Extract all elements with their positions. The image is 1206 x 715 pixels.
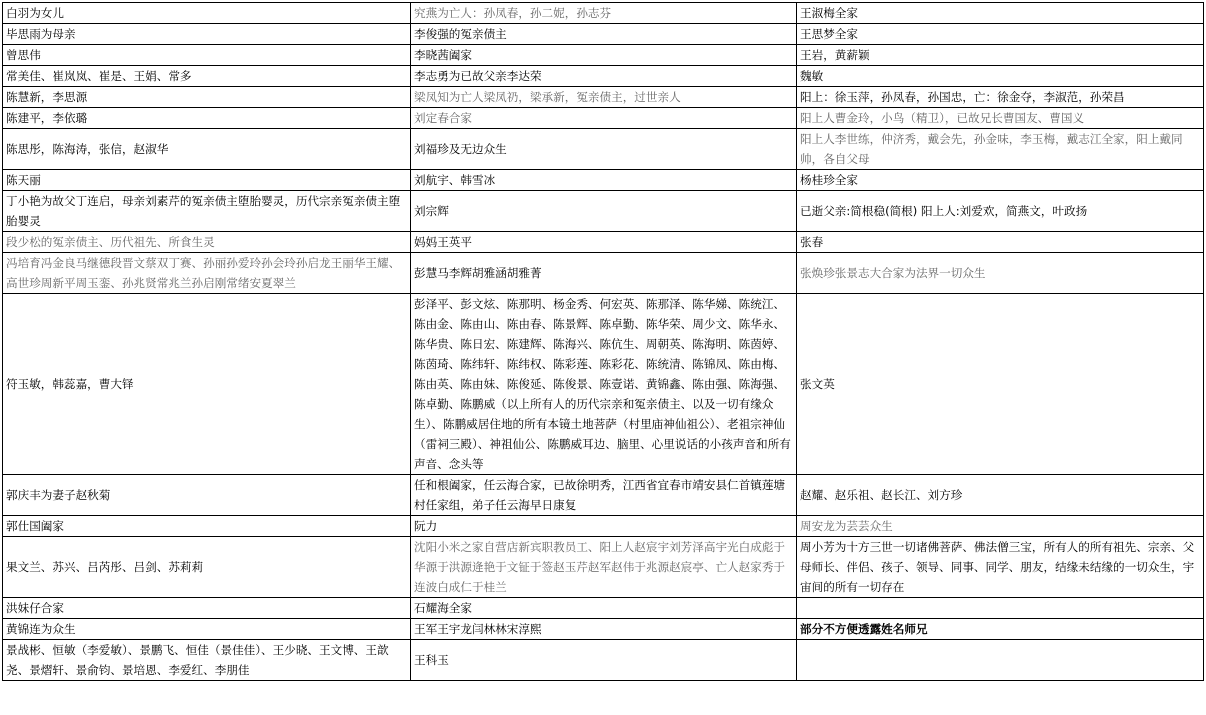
cell: 张春 — [797, 232, 1204, 253]
cell: 魏敏 — [797, 66, 1204, 87]
table-row — [3, 87, 1204, 108]
cell: 究燕为亡人：孙凤春，孙二妮，孙志芬 — [411, 3, 797, 24]
table-row — [3, 598, 1204, 619]
cell: 刘定春合家 — [411, 108, 797, 129]
cell: 部分不方便透露姓名师兄 — [797, 619, 1204, 640]
table-row — [3, 640, 1204, 681]
cell: 刘宗辉 — [411, 191, 797, 232]
cell: 郭仕国阖家 — [3, 516, 411, 537]
cell: 周安龙为芸芸众生 — [797, 516, 1204, 537]
cell — [797, 640, 1204, 681]
table-row — [3, 3, 1204, 24]
cell: 毕思雨为母亲 — [3, 24, 411, 45]
table-row — [3, 170, 1204, 191]
cell: 刘福珍及无边众生 — [411, 129, 797, 170]
table-row — [3, 24, 1204, 45]
cell: 赵耀、赵乐祖、赵长江、刘方珍 — [797, 475, 1204, 516]
cell: 张焕珍张景志大合家为法界一切众生 — [797, 253, 1204, 294]
cell: 陈天丽 — [3, 170, 411, 191]
cell: 王思梦全家 — [797, 24, 1204, 45]
table-row — [3, 66, 1204, 87]
cell — [797, 598, 1204, 619]
cell: 黄锦连为众生 — [3, 619, 411, 640]
cell: 杨桂珍全家 — [797, 170, 1204, 191]
table-row — [3, 191, 1204, 232]
cell: 王淑梅全家 — [797, 3, 1204, 24]
cell: 彭泽平、彭文炫、陈那明、杨金秀、何宏英、陈那泽、陈华娣、陈统江、陈由金、陈由山、陈由春、陈景辉、陈卓勤、陈华荣、周少文、陈华永、陈华贵、陈日宏、陈建辉、陈海兴、陈伉生、周朝英、陈海明、陈茵婷、陈茵琦、陈纬轩、陈纬权、陈彩莲、陈彩花、陈统清、陈锦凤、陈由梅、陈由英、陈由妹、陈俊延、陈俊景、陈壹诺、黄锦鑫、陈由强、陈海强、陈卓勤、陈鹏威（以上所有人的历代宗亲和冤亲债主、以及一切有缘众生）、陈鹏威居住地的所有本镜土地菩萨（村里庙神仙祖公）、老祖宗神仙（雷祠三殿）、神祖仙公、陈鹏威耳边、脑里、心里说话的小孩声音和所有声音、念头等 — [411, 294, 797, 475]
cell: 曾思伟 — [3, 45, 411, 66]
cell: 陈思彤，陈海涛，张信，赵淑华 — [3, 129, 411, 170]
cell: 阳上人李世练，仲济秀，戴会先，孙金味，李玉梅，戴志江全家，阳上戴同帅，各自父母 — [797, 129, 1204, 170]
cell: 陈慧新，李思源 — [3, 87, 411, 108]
cell: 李晓茜阖家 — [411, 45, 797, 66]
cell: 张文英 — [797, 294, 1204, 475]
cell: 周小芳为十方三世一切诸佛菩萨、佛法僧三宝，所有人的所有祖先、宗亲、父母师长、伴侣、孩子、领导、同事、同学、朋友，结缘未结缘的一切众生，宇宙间的所有一切存在 — [797, 537, 1204, 598]
cell: 李俊强的冤亲债主 — [411, 24, 797, 45]
cell: 符玉敏，韩蕊嘉，曹大铎 — [3, 294, 411, 475]
table-row — [3, 129, 1204, 170]
cell: 任和根阖家，任云海合家，已故徐明秀，江西省宜春市靖安县仁首镇莲塘村任家组，弟子任云海早日康复 — [411, 475, 797, 516]
cell: 刘航宇、韩雪冰 — [411, 170, 797, 191]
table-row — [3, 475, 1204, 516]
cell: 景战彬、恒敏（李爱敏）、景鹏飞、恒佳（景佳佳）、王少晓、王文博、王歆尧、景熠轩、景俞钧、景培恩、李爱红、李朋佳 — [3, 640, 411, 681]
cell: 丁小艳为故父丁连启，母亲刘素芹的冤亲债主堕胎婴灵，历代宗亲冤亲债主堕胎婴灵 — [3, 191, 411, 232]
cell: 冯培育冯金良马继德段晋文蔡双丁赛、孙丽孙爱玲孙会玲孙启龙王丽华王耀、高世珍周新平周玉銮、孙兆贤常兆兰孙启刚常绪安夏翠兰 — [3, 253, 411, 294]
table-row — [3, 108, 1204, 129]
cell: 石耀海全家 — [411, 598, 797, 619]
table-row — [3, 253, 1204, 294]
cell: 阳上：徐玉萍，孙凤春，孙国忠，亡：徐金夺，李淑范，孙荣昌 — [797, 87, 1204, 108]
table-row — [3, 619, 1204, 640]
table-row — [3, 516, 1204, 537]
cell: 王科玉 — [411, 640, 797, 681]
cell: 段少松的冤亲债主、历代祖先、所食生灵 — [3, 232, 411, 253]
cell: 李志勇为已故父亲李达荣 — [411, 66, 797, 87]
table-row — [3, 537, 1204, 598]
cell: 果文兰、苏兴、吕芮彤、吕剑、苏莉莉 — [3, 537, 411, 598]
cell: 白羽为女儿 — [3, 3, 411, 24]
cell: 已逝父亲:简根稳(简根) 阳上人:刘爱欢，简燕文，叶政扬 — [797, 191, 1204, 232]
cell: 梁凤知为亡人梁凤礽，梁承新，冤亲债主，过世亲人 — [411, 87, 797, 108]
table-row — [3, 45, 1204, 66]
cell: 阳上人曹金玲，小鸟（精卫），已故兄长曹国友、曹国义 — [797, 108, 1204, 129]
table-row — [3, 294, 1204, 475]
cell: 彭慧马李辉胡雅涵胡雅菁 — [411, 253, 797, 294]
table-row — [3, 232, 1204, 253]
cell: 常美佳、崔岚岚、崔是、王娟、常多 — [3, 66, 411, 87]
cell: 郭庆丰为妻子赵秋菊 — [3, 475, 411, 516]
cell: 阮力 — [411, 516, 797, 537]
cell: 陈建平，李依璐 — [3, 108, 411, 129]
donor-list-table — [2, 2, 1204, 681]
cell: 洪妹仔合家 — [3, 598, 411, 619]
cell: 妈妈王英平 — [411, 232, 797, 253]
cell: 王岩，黄薪颖 — [797, 45, 1204, 66]
cell: 王军王宇龙闫林林宋淳熙 — [411, 619, 797, 640]
cell: 沈阳小米之家自营店新宾职教员工、阳上人赵宸宇刘芳泽高宇光白成彪于华源于洪源逄艳于文钲于签赵玉芹赵军赵伟于兆源赵宸亭、亡人赵家秀于连波白成仁于桂兰 — [411, 537, 797, 598]
